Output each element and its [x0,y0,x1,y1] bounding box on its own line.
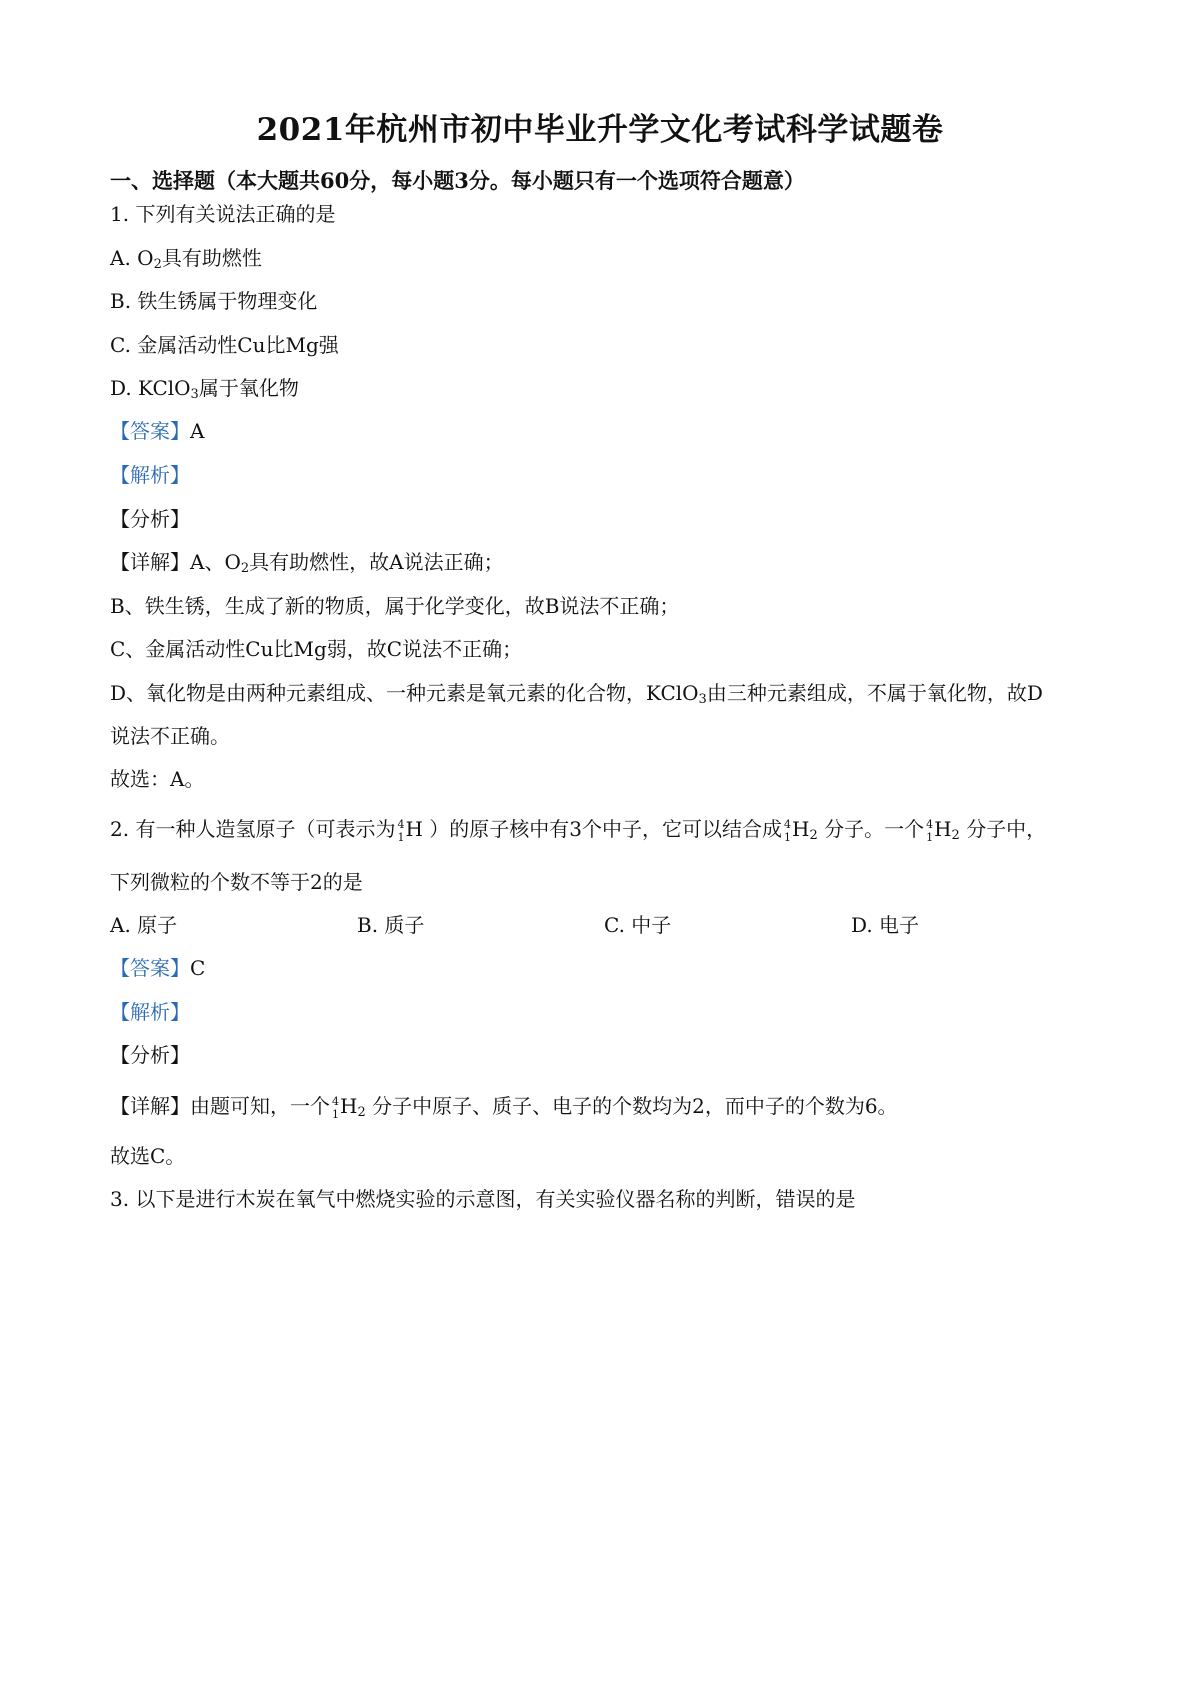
q2-stem-a: 2. 有一种人造氢原子（可表示为 [110,817,396,841]
q3-stem: 3. 以下是进行木炭在氧气中燃烧实验的示意图，有关实验仪器名称的判断，错误的是 [110,1187,856,1211]
element-symbol: H [405,817,423,841]
q2-stem-line2: 下列微粒的个数不等于2的是 [110,870,363,894]
q2-stem-d: 分子中， [966,817,1047,841]
q2-answer [110,952,205,981]
atomic-number: 1 [332,1107,339,1121]
subscript: 2 [153,257,162,272]
q1-detail-a [110,546,504,576]
q2-jiexi-tag: 【解析】 [110,1000,190,1024]
q1-detail-b: B、铁生锈，生成了新的物质，属于化学变化，故B说法不正确； [110,594,680,618]
q1-option-a-text: A. O [110,246,154,270]
q1-detail-d-cont: 说法不正确。 [110,724,230,748]
isotope-notation [395,817,405,844]
answer-tag: 【答案】 [110,956,190,980]
isotope-notation [782,817,792,844]
q2-stem-b: ）的原子核中有3个中子，它可以结合成 [429,817,782,841]
mass-number: 4 [926,817,934,831]
atomic-number: 1 [784,830,791,844]
isotope-notation [924,817,934,844]
q1-detail-d [110,677,1043,707]
q1-choice: 故选：A。 [110,767,205,791]
q1-option-b: B. 铁生锈属于物理变化 [110,289,318,313]
detail-text-rest: 由三种元素组成，不属于氧化物，故D [706,681,1043,705]
subscript: 2 [357,1105,366,1120]
q1-answer [110,415,204,444]
q1-stem: 1. 下列有关说法正确的是 [110,202,336,226]
q2-fenxi-tag: 【分析】 [110,1043,190,1067]
subscript: 2 [240,561,250,576]
answer-tag: 【答案】 [110,419,190,443]
subscript: 2 [809,828,818,843]
q1-fenxi-tag: 【分析】 [110,507,190,531]
q1-option-d [110,372,299,402]
page-title: 2021年杭州市初中毕业升学文化考试科学试题卷 [256,112,944,148]
atomic-number: 1 [397,830,405,844]
q2-choice: 故选C。 [110,1144,186,1168]
q2-option-a: A. 原子 [110,913,178,937]
q1-option-a-rest: 具有助燃性 [161,246,262,270]
q1-option-d-rest: 属于氧化物 [198,376,299,400]
q2-option-d: D. 电子 [851,913,920,937]
detail-text: 由题可知，一个 [190,1094,330,1118]
subscript: 3 [190,387,199,402]
mass-number: 4 [784,817,791,831]
section-heading: 一、选择题（本大题共60分，每小题3分。每小题只有一个选项符合题意） [110,168,805,193]
q1-detail-c: C、金属活动性Cu比Mg弱，故C说法不正确； [110,637,523,661]
q2-detail [110,1090,898,1120]
q1-jiexi-tag: 【解析】 [110,463,190,487]
atomic-number: 1 [926,830,934,844]
answer-value: C [190,956,206,980]
q1-option-c: C. 金属活动性Cu比Mg强 [110,333,339,357]
q2-stem [110,813,1046,843]
q2-option-c: C. 中子 [604,913,672,937]
answer-value: A [190,419,205,443]
element-symbol: H [792,817,810,841]
q2-option-b: B. 质子 [357,913,425,937]
isotope-notation [330,1094,340,1121]
subscript: 2 [951,828,960,843]
detail-text-rest: 具有助燃性，故A说法正确； [249,550,504,574]
detail-tag: 【详解】 [110,550,190,574]
detail-tag: 【详解】 [110,1094,190,1118]
detail-text-rest: 分子中原子、质子、电子的个数均为2，而中子的个数为6。 [372,1094,898,1118]
element-symbol: H [340,1094,358,1118]
subscript: 3 [698,692,707,707]
q1-option-d-text: D. KClO [110,376,191,400]
detail-text: D、氧化物是由两种元素组成、一种元素是氧元素的化合物，KClO [110,681,699,705]
mass-number: 4 [332,1094,339,1108]
q1-option-a [110,242,262,272]
detail-text: A、O [190,550,241,574]
element-symbol: H [934,817,952,841]
mass-number: 4 [397,817,405,831]
q2-stem-c: 分子。一个 [824,817,925,841]
